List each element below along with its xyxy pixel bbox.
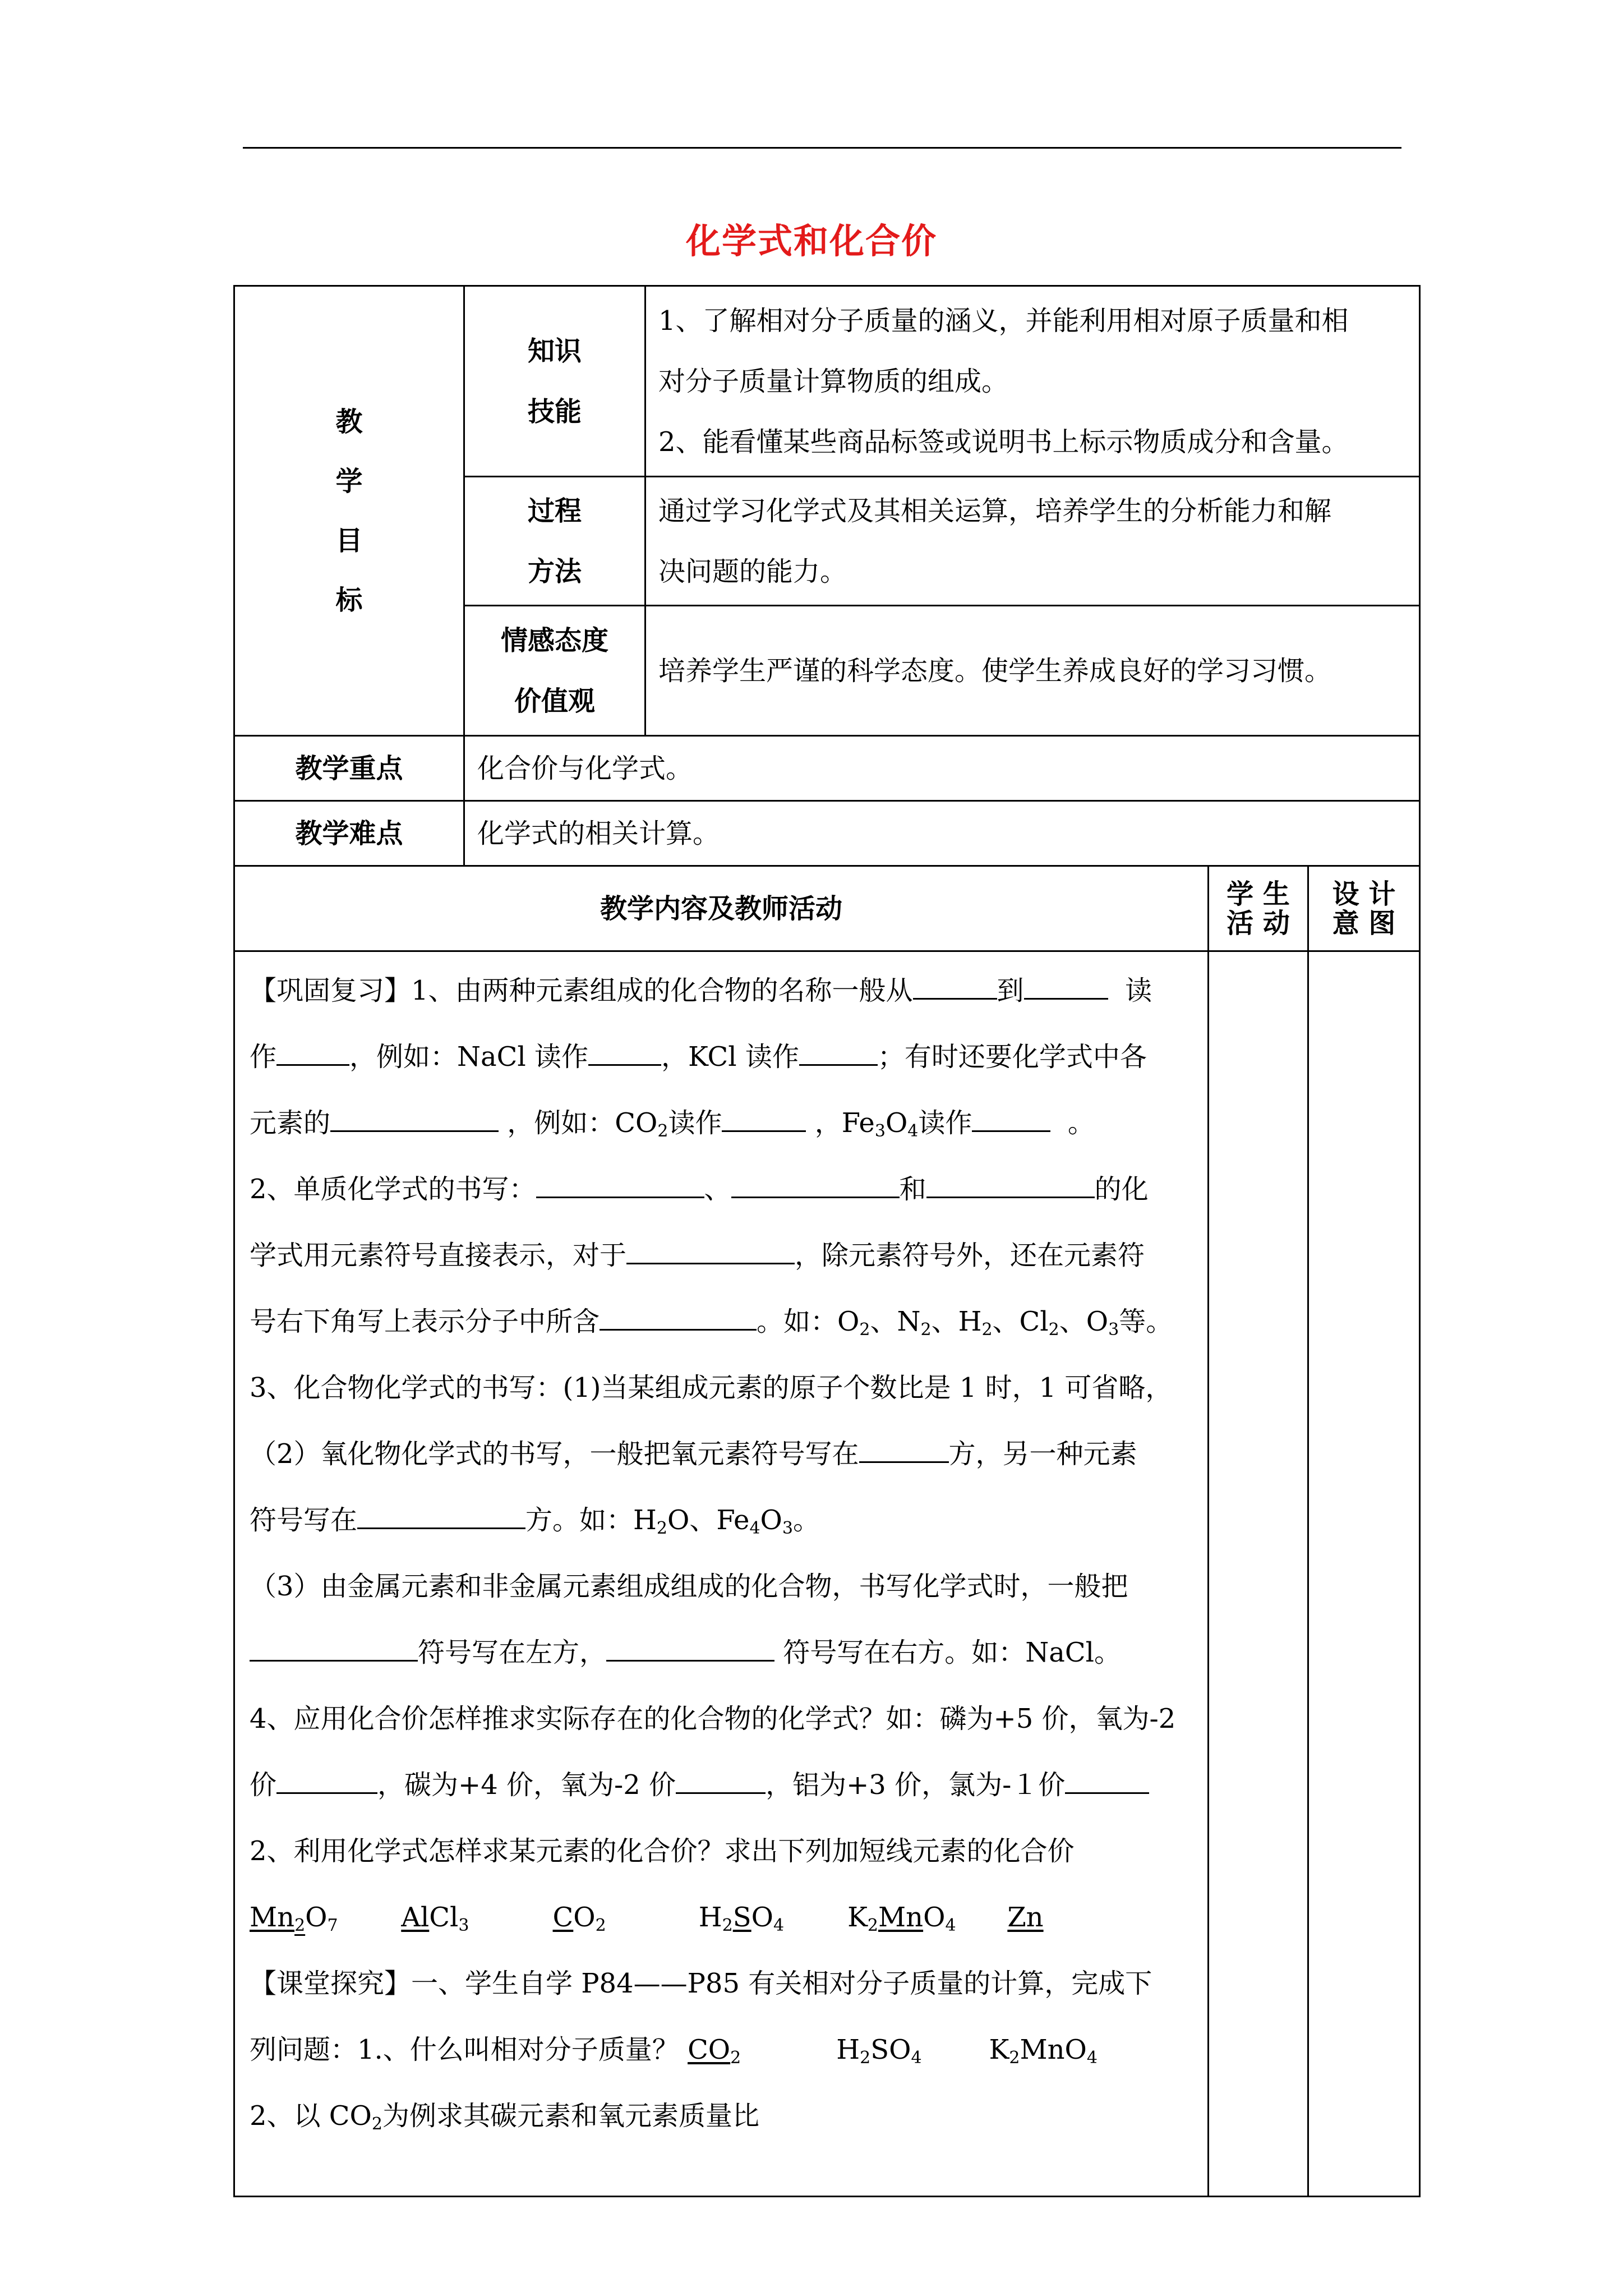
process-method-text: 通过学习化学式及其相关运算，培养学生的分析能力和解 决问题的能力。 <box>645 477 1420 606</box>
review-line-6: 号右下角写上表示分子中所含 。如：$O_2$、$N_2$、$H_2$、$Cl_2$、$O_3$等。 <box>250 1289 1193 1355</box>
lesson-plan-table <box>233 285 1421 2197</box>
review-line-8: （2）氧化物化学式的书写，一般把氧元素符号写在 方，另一种元素 <box>250 1421 1193 1487</box>
review-line-5: 学式用元素符号直接表示，对于 ，除元素符号外，还在元素符 <box>250 1222 1193 1289</box>
formula-alcl3: AlCl$_3$ <box>401 1902 469 1935</box>
student-activity-header: 学 生 活 动 <box>1209 866 1308 951</box>
formula-co2: $CO_2$ <box>552 1902 606 1935</box>
review-line-2: 作 ，例如：NaCl 读作 ，KCl 读作 ；有时还要化学式中各 <box>250 1024 1193 1090</box>
key-point-value: 化合价与化学式。 <box>464 736 1420 801</box>
review-line-7: 3、化合物化学式的书写：(1)当某组成元素的原子个数比是 1 时，1 可省略， <box>250 1372 1173 1404</box>
review-line-12: 4、应用化合价怎样推求实际存在的化合物的化学式？如：磷为+5 价，氧为-2 <box>250 1703 1176 1734</box>
inquiry-line-1: 【课堂探究】一、学生自学 P84——P85 有关相对分子质量的计算，完成下 <box>250 1968 1152 1999</box>
knowledge-skill-text: 1、了解相对分子质量的涵义，并能利用相对原子质量和相 对分子质量计算物质的组成。 2、能看懂某些商品标签或说明书上标示物质成分和含量。 <box>645 286 1420 477</box>
review-line-3: 元素的 ，例如：$CO_2$读作 ，$Fe_3O_4$读作 。 <box>250 1090 1193 1156</box>
formula-h2so4: $H_2SO_4$ <box>698 1902 785 1935</box>
review-line-10: （3）由金属元素和非金属元素组成组成的化合物，书写化学式时，一般把 <box>250 1571 1128 1602</box>
objectives-label: 教 学 目 标 <box>234 286 464 736</box>
design-intent-cell <box>1308 951 1420 2197</box>
attitude-values-label: 情感态度 价值观 <box>464 606 645 736</box>
formula-k2mno4: $K_2MnO_4$ <box>847 1902 956 1935</box>
formula-list <box>250 1884 1193 1950</box>
knowledge-skill-label: 知识 技能 <box>464 286 645 477</box>
review-line-9: 符号写在 方。如：$H_2O$、$Fe_4O_3$。 <box>250 1487 1193 1553</box>
inquiry-line-3: 2、以 $CO_2$为例求其碳元素和氧元素质量比 <box>250 2100 759 2134</box>
formula-mn2o7: $Mn_2O_7$ <box>250 1902 338 1935</box>
review-line-14: 2、利用化学式怎样求某元素的化合价？求出下列加短线元素的化合价 <box>250 1835 1075 1867</box>
key-point-label: 教学重点 <box>234 736 464 801</box>
review-line-13: 价 ，碳为+4 价，氧为-2 价 ，铝为+3 价，氯为-１价 <box>250 1752 1193 1818</box>
header-rule <box>243 147 1401 149</box>
attitude-values-text: 培养学生严谨的科学态度。使学生养成良好的学习习惯。 <box>645 606 1420 736</box>
formula-zn: Zn <box>1007 1902 1044 1933</box>
teaching-content <box>234 951 1209 2197</box>
student-activity-cell <box>1209 951 1308 2197</box>
design-intent-header: 设 计 意 图 <box>1308 866 1420 951</box>
review-line-11: 符号写在左方， 符号写在右方。如：NaCl。 <box>250 1619 1193 1686</box>
review-line-1: 【巩固复习】1、由两种元素组成的化合物的名称一般从 到 读 <box>250 958 1193 1024</box>
page-title: 化学式和化合价 <box>685 220 937 261</box>
process-method-label: 过程 方法 <box>464 477 645 606</box>
difficulty-value: 化学式的相关计算。 <box>464 801 1420 866</box>
review-line-4: 2、单质化学式的书写： 、 和 的化 <box>250 1156 1193 1222</box>
difficulty-label: 教学难点 <box>234 801 464 866</box>
inquiry-line-2: 列问题：1.、什么叫相对分子质量？ $CO_2$ $H_2SO_4$ $K_2MnO_4$ <box>250 2034 1098 2068</box>
content-header: 教学内容及教师活动 <box>234 866 1209 951</box>
